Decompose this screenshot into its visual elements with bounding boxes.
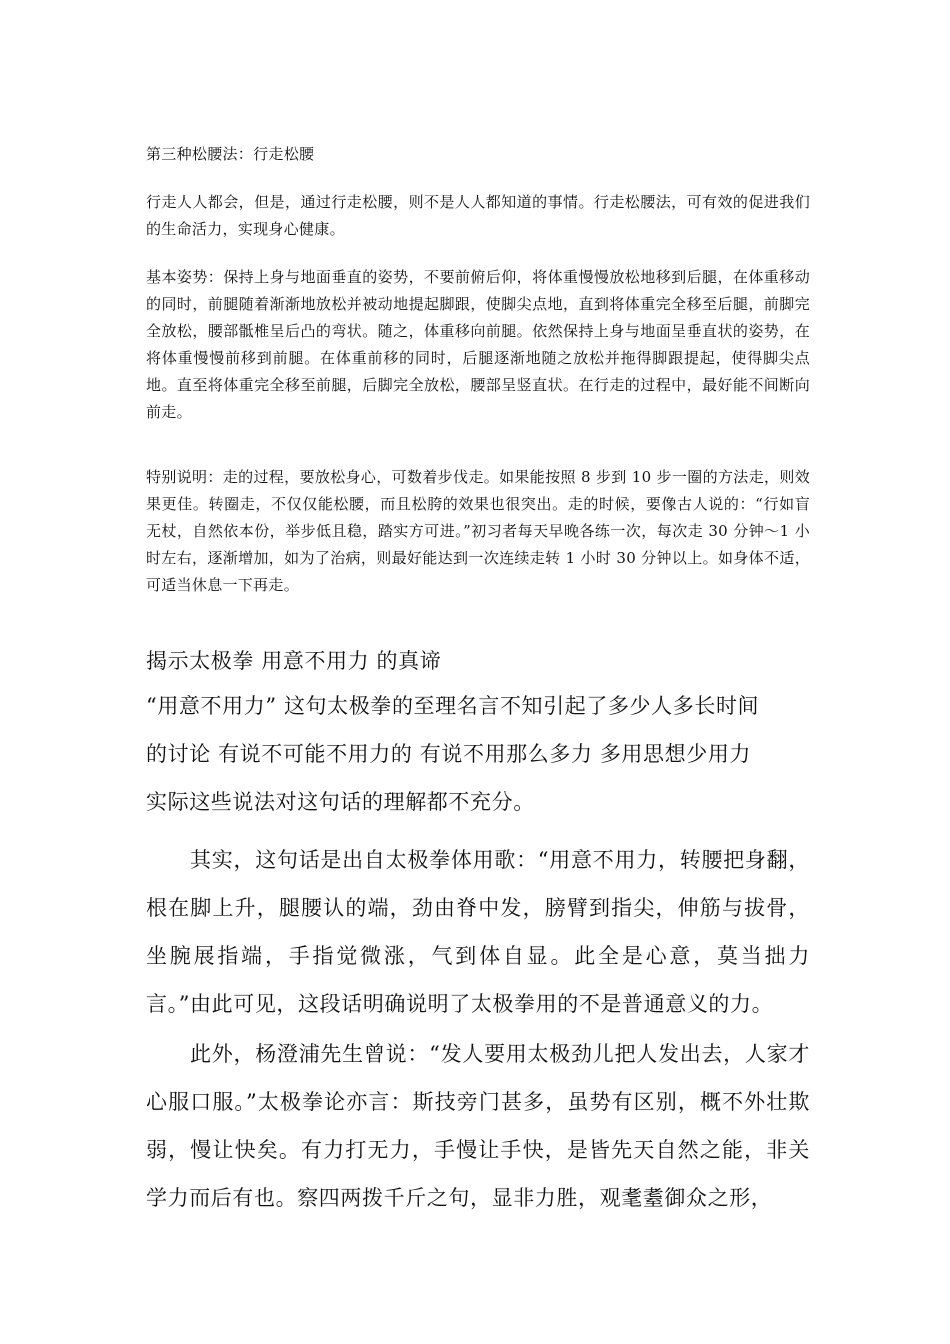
section2-intro-line: “用意不用力” 这句太极拳的至理名言不知引起了多少人多长时间 — [146, 694, 760, 718]
section1-intro: 行走人人都会，但是，通过行走松腰，则不是人人都知道的事情。行走松腰法，可有效的促进我们的生命活力，实现身心健康。 — [146, 193, 810, 238]
section1-note: 特别说明：走的过程，要放松身心，可数着步伐走。如果能按照 8 步到 10 步一圈的方法走，则效果更佳。转圈走，不仅仅能松腰，而且松胯的效果也很突出。走的时候，要像古人说的：“行如盲无杖，自然依本份，举步低且稳，踏实方可进。”初习者每天早晚各练一次，每次走 30 分钟～1 小时左右，逐渐增加，如为了治病，则最好能达到一次连续走转 1 小时 30 分钟以上。如身体不适，可适当休息一下再走。 — [146, 468, 810, 594]
section2-intro — [146, 682, 810, 826]
section2-paragraph-1: 其实，这句话是出自太极拳体用歌：“用意不用力，转腰把身翻，根在脚上升，腿腰认的端，劲由脊中发，膀臂到指尖，伸筋与拔骨，坐腕展指端，手指觉微涨，气到体自显。此全是心意，莫当拙力言。”由此可见，这段话明确说明了太极拳用的不是普通意义的力。 — [146, 848, 810, 1016]
section1-posture: 基本姿势：保持上身与地面垂直的姿势，不要前俯后仰，将体重慢慢放松地移到后腿，在体重移动的同时，前腿随着渐渐地放松并被动地提起脚跟，使脚尖点地，直到将体重完全移至后腿，前脚完全放松，腰部骶椎呈后凸的弯状。随之，体重移向前腿。依然保持上身与地面呈垂直状的姿势，在将体重慢慢前移到前腿。在体重前移的同时，后腿逐渐地随之放松并拖得脚跟提起，使得脚尖点地。直至将体重完全移至前腿，后脚完全放松，腰部呈竖直状。在行走的过程中，最好能不间断向前走。 — [146, 268, 810, 421]
section1-heading: 第三种松腰法：行走松腰 — [146, 145, 315, 163]
section2-intro-line: 实际这些说法对这句话的理解都不充分。 — [146, 790, 535, 814]
section2-title: 揭示太极拳 用意不用力 的真谛 — [146, 649, 442, 673]
section2-intro-line: 的讨论 有说不可能不用力的 有说不用那么多力 多用思想少用力 — [146, 742, 752, 766]
section2-paragraph-2: 此外，杨澄浦先生曾说：“发人要用太极劲儿把人发出去，人家才心服口服。”太极拳论亦言：斯技旁门甚多，虽势有区别，概不外壮欺弱，慢让快矣。有力打无力，手慢让手快，是皆先天自然之能，非关学力而后有也。察四两拨千斤之句，显非力胜，观耄耋御众之形， — [146, 1042, 810, 1210]
